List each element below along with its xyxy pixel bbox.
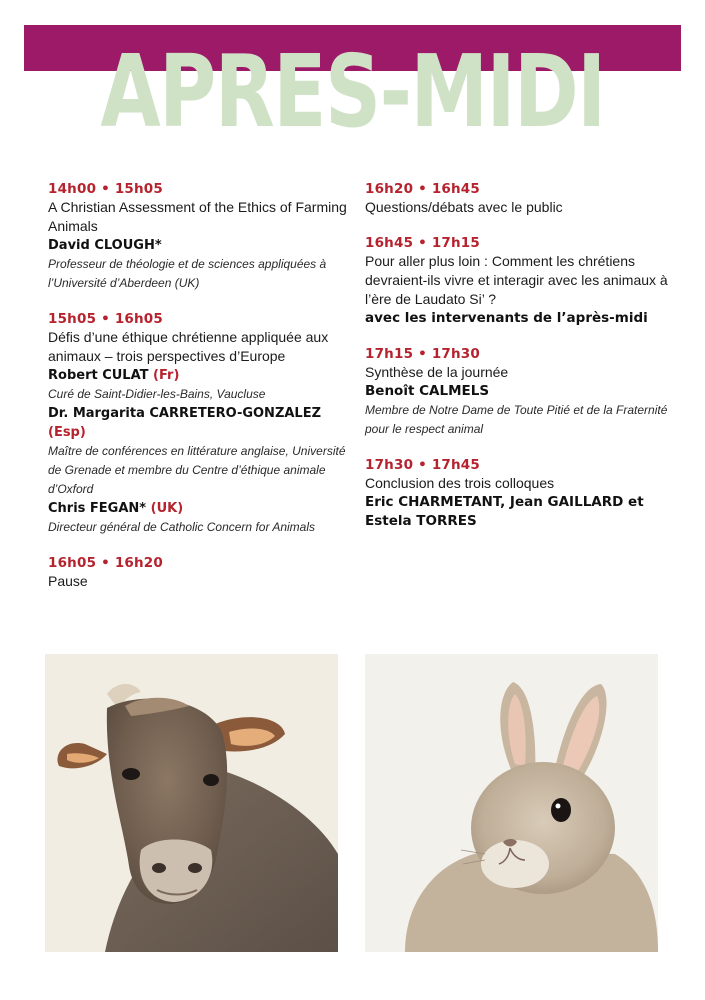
session-5 [365,234,675,328]
rabbit-illustration [365,654,658,952]
session-time: 16h20 • 16h45 [365,181,480,197]
speaker-name: Benoît CALMELS [365,383,490,399]
right-column [365,180,675,548]
cow-painting [45,654,338,952]
session-3 [48,554,348,591]
speaker-affiliation: Membre de Notre Dame de Toute Pitié et de la Fraternité pour le respect animal [365,403,668,436]
speaker-line [48,499,348,518]
page-title: APRES-MIDI [100,33,605,150]
session-4 [365,180,675,217]
session-time: 16h45 • 17h15 [365,235,480,251]
speaker-name: Eric CHARMETANT, Jean GAILLARD et Estela TORRES [365,494,644,529]
speaker-name: David CLOUGH* [48,238,162,253]
session-1 [48,180,348,293]
speaker-affiliation: Directeur général de Catholic Concern for Animals [48,520,316,534]
session-2 [48,310,348,537]
session-title: Questions/débats avec le public [365,199,563,215]
speaker-line [48,366,348,385]
session-title: Synthèse de la journée [365,364,509,380]
speaker-line [48,404,348,442]
session-time: 17h15 • 17h30 [365,346,480,362]
speaker-affiliation: Professeur de théologie et de sciences appliquées à l’Université d’Aberdeen (UK) [48,257,327,290]
session-title: Conclusion des trois colloques [365,475,555,491]
session-title: A Christian Assessment of the Ethics of Farming Animals [48,199,347,234]
speaker-affiliation: Maître de conférences en littérature anglaise, Université de Grenade et membre du Centre d’éthique animale d’Oxford [48,444,346,496]
country-tag: (Fr) [153,368,180,383]
session-time: 15h05 • 16h05 [48,311,163,327]
speaker-name: Chris FEGAN* [48,501,147,516]
rabbit-painting [365,654,658,952]
session-title: Défis d’une éthique chrétienne appliquée aux animaux – trois perspectives d’Europe [48,329,329,364]
session-time: 16h05 • 16h20 [48,555,163,571]
left-column [48,180,348,608]
speaker-affiliation: Curé de Saint-Didier-les-Bains, Vaucluse [48,387,266,401]
session-time: 14h00 • 15h05 [48,181,163,197]
country-tag: (Esp) [48,425,86,440]
session-title: Pause [48,573,88,589]
speaker-name: Dr. Margarita CARRETERO-GONZALEZ [48,406,322,421]
session-title: Pour aller plus loin : Comment les chrétiens devraient-ils vivre et interagir avec les animaux à l’ère de Laudato Si’ ? [365,253,668,307]
session-6 [365,345,675,439]
speaker-name: Robert CULAT [48,368,149,383]
speaker-name: avec les intervenants de l’après-midi [365,310,648,326]
cow-illustration [45,654,338,952]
country-tag: (UK) [150,501,184,516]
session-time: 17h30 • 17h45 [365,457,480,473]
session-7 [365,456,675,531]
